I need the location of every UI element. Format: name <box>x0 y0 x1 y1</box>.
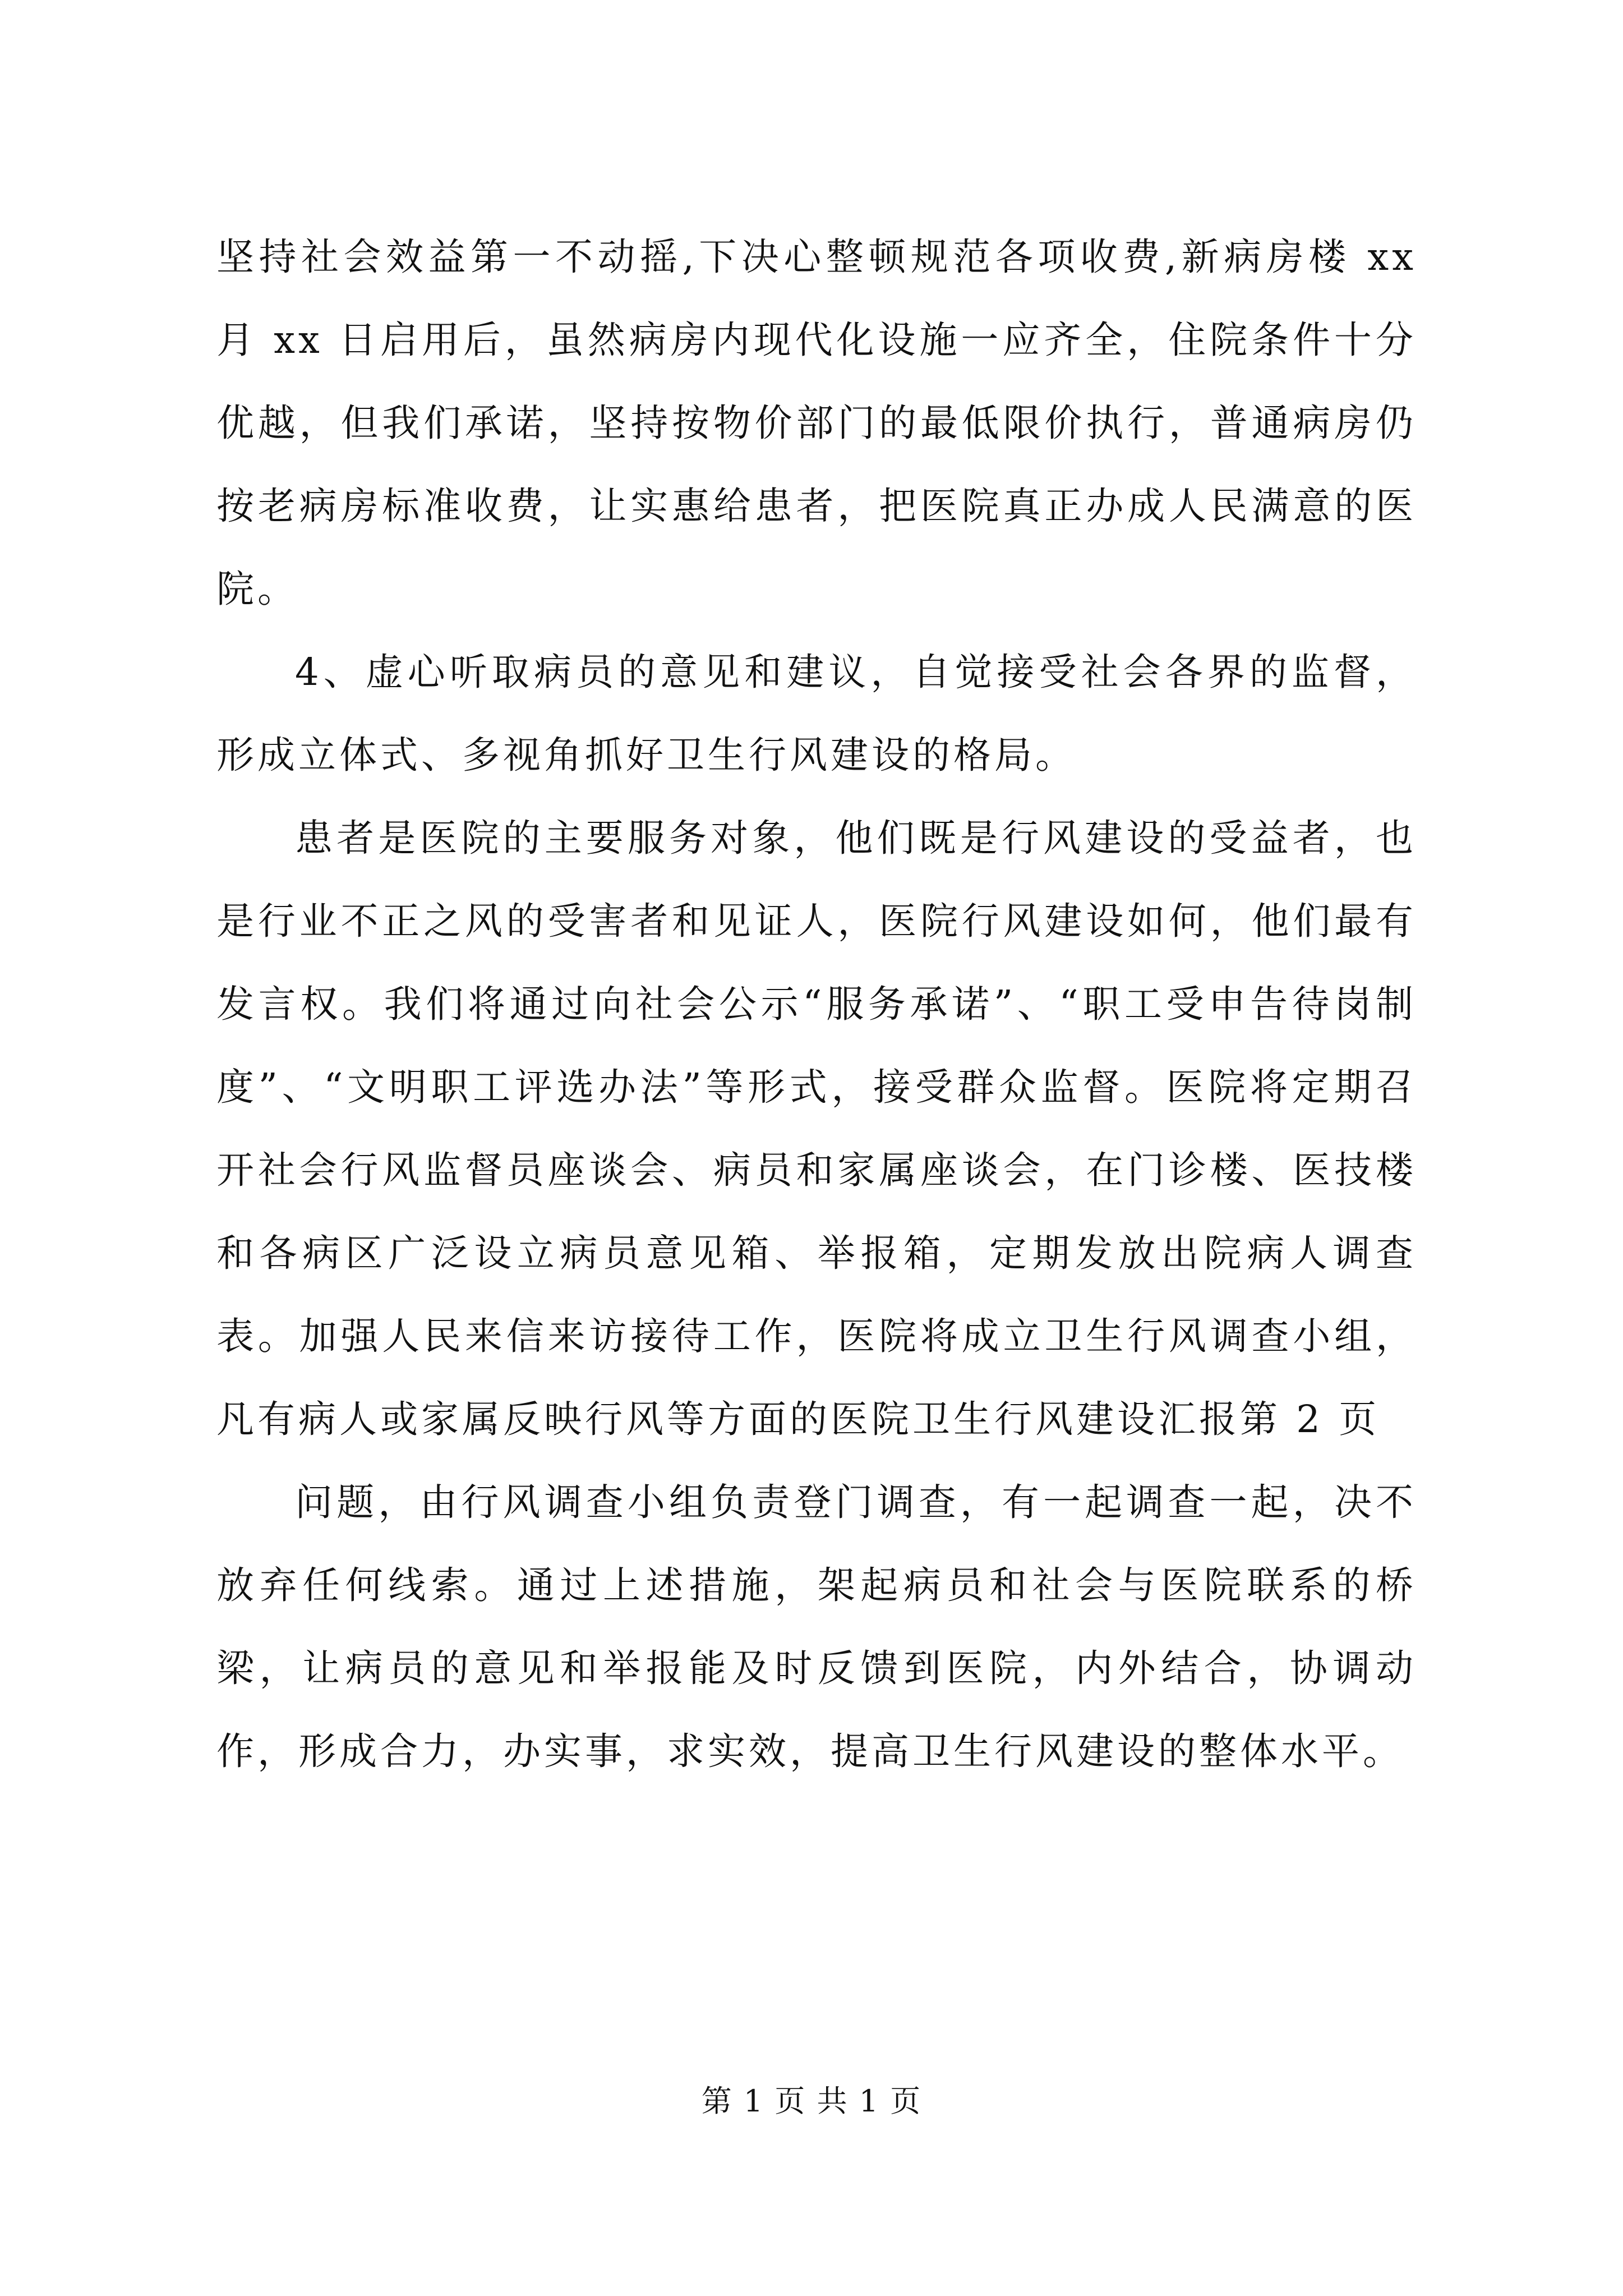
document-body <box>216 215 1417 1793</box>
paragraph-1: 坚持社会效益第一不动摇,下决心整顿规范各项收费,新病房楼 xx 月 xx 日启用后，虽然病房内现代化设施一应齐全，住院条件十分优越，但我们承诺，坚持按物价部门的最低限价执行，普通病房仍按老病房标准收费，让实惠给患者，把医院真正办成人民满意的医院。 <box>216 235 1417 611</box>
page-number-footer: 第 1 页 共 1 页 <box>701 2083 922 2119</box>
paragraph-3: 患者是医院的主要服务对象，他们既是行风建设的受益者，也是行业不正之风的受害者和见证人，医院行风建设如何，他们最有发言权。我们将通过向社会公示“服务承诺”、“职工受申告待岗制度”、“文明职工评选办法”等形式，接受群众监督。医院将定期召开社会行风监督员座谈会、病员和家属座谈会，在门诊楼、医技楼和各病区广泛设立病员意见箱、举报箱，定期发放出院病人调查表。加强人民来信来访接待工作，医院将成立卫生行风调查小组，凡有病人或家属反映行风等方面的医院卫生行风建设汇报第 2 页 <box>216 816 1417 1441</box>
paragraph-2: 4、虚心听取病员的意见和建议，自觉接受社会各界的监督，形成立体式、多视角抓好卫生行风建设的格局。 <box>216 650 1417 777</box>
paragraph-4: 问题，由行风调查小组负责登门调查，有一起调查一起，决不放弃任何线索。通过上述措施，架起病员和社会与医院联系的桥梁，让病员的意见和举报能及时反馈到医院，内外结合，协调动作，形成合力，办实事，求实效，提高卫生行风建设的整体水平。 <box>216 1480 1417 1773</box>
